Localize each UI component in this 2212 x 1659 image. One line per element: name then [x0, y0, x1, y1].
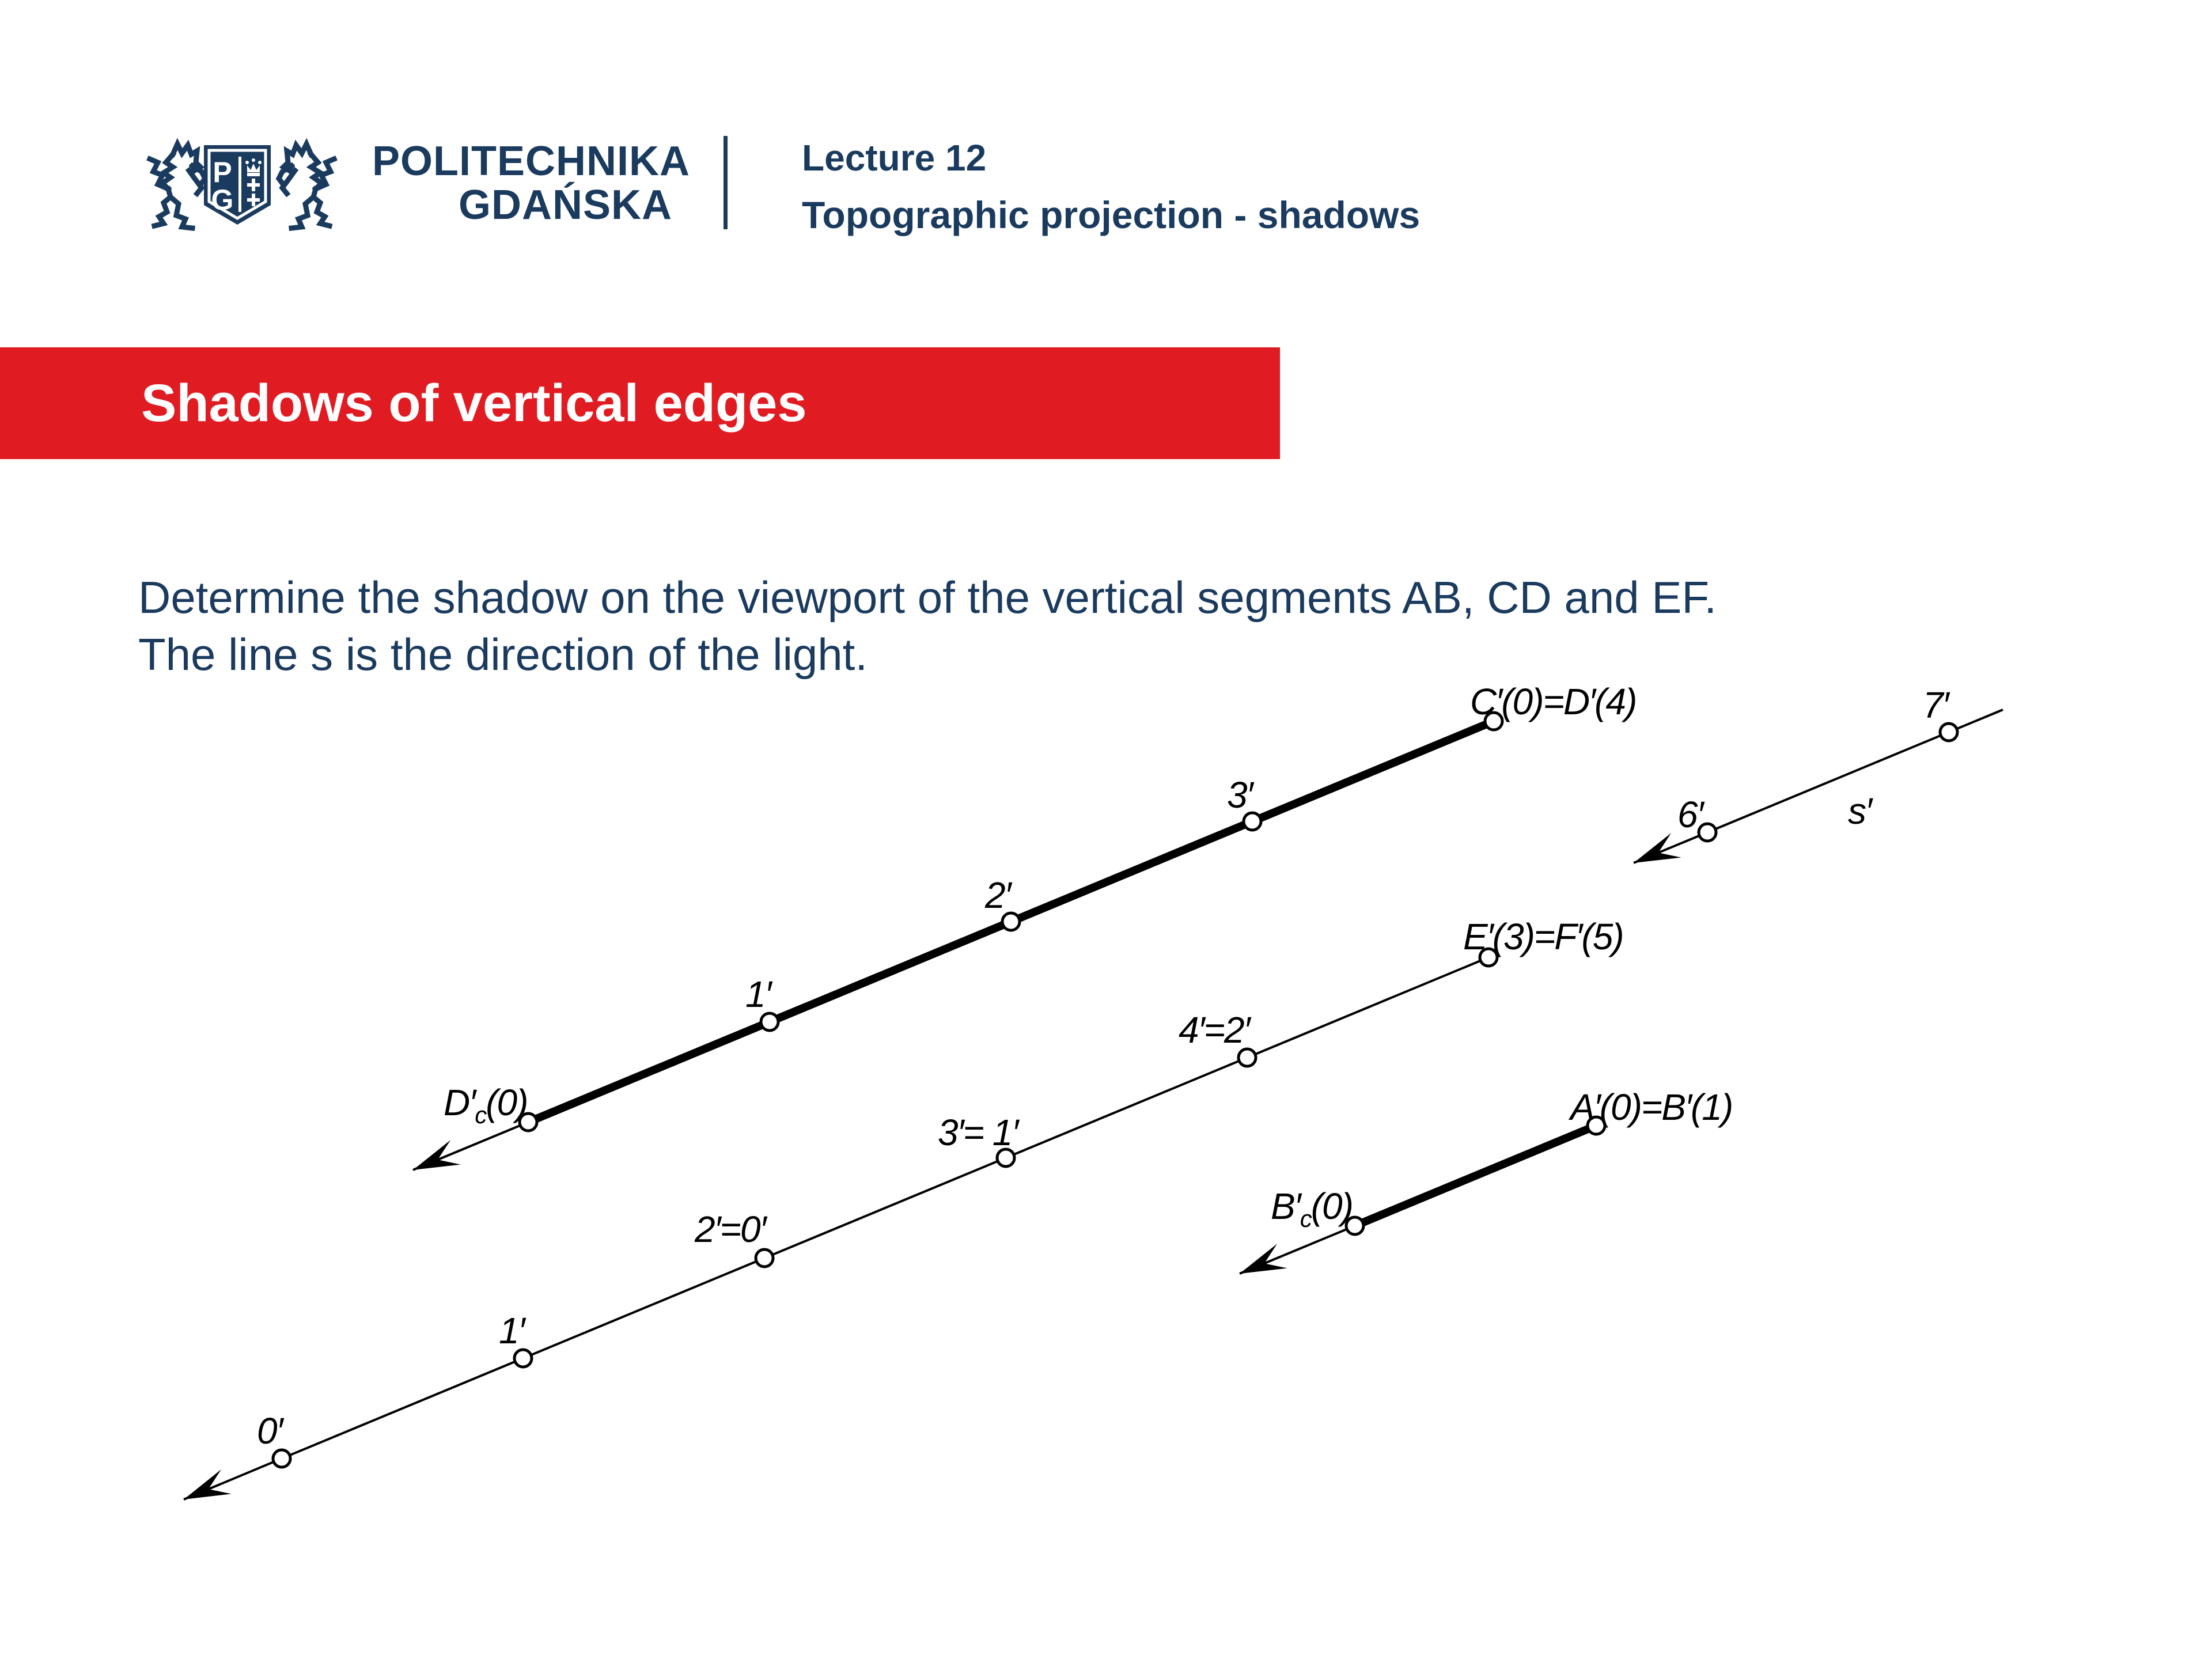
label-bc-0: $B'_c(0)$	[1271, 1185, 1353, 1232]
university-name-line1: POLITECHNIKA	[372, 138, 690, 184]
label-7: 7′	[1923, 684, 1948, 726]
label-s: s′	[1848, 790, 1871, 832]
label-shadow-4-2: 4′=2′	[1179, 1009, 1249, 1051]
label-cd-3: 3′	[1227, 774, 1252, 816]
point-marker	[273, 1450, 290, 1467]
label-shadow-3-1: 3′= 1′	[938, 1112, 1018, 1153]
section-title: Shadows of vertical edges	[141, 373, 807, 433]
label-cd-1: 1′	[745, 974, 771, 1015]
line-ef-shadow-arrowhead-icon	[184, 1469, 232, 1499]
point-marker	[756, 1249, 773, 1267]
problem-line1: Determine the shadow on the viewport of the vertical segments AB, CD and EF.	[138, 572, 1717, 623]
label-shadow-1: 1′	[499, 1310, 524, 1351]
line-s-light-direction-arrowhead-icon	[1634, 833, 1681, 863]
point-marker	[1940, 724, 1957, 741]
label-6: 6′	[1677, 794, 1703, 835]
point-marker	[1238, 1049, 1256, 1066]
point-marker	[514, 1350, 532, 1367]
label-e3-f5: E′(3)=F′(5)	[1463, 916, 1623, 957]
line-cd-segment-arrowhead-icon	[413, 1140, 461, 1170]
label-cd-2: 2′	[985, 874, 1010, 916]
lecture-subtitle: Topographic projection - shadows	[802, 194, 1421, 236]
label-shadow-0: 0′	[257, 1410, 282, 1452]
label-c0-d4: C′(0)=D′(4)	[1470, 681, 1637, 722]
university-name-line2: GDAŃSKA	[459, 182, 673, 228]
label-a0-b1: A′(0)=B′(1)	[1570, 1086, 1733, 1128]
lecture-title: Lecture 12	[802, 137, 987, 179]
line-s-light-direction	[1707, 732, 1949, 832]
label-shadow-2-0: 2′=0′	[695, 1209, 766, 1250]
label-dc-0: $D'_c(0)$	[444, 1082, 528, 1128]
line-ab-segment-arrowhead-icon	[1240, 1244, 1287, 1274]
point-marker	[761, 1013, 778, 1031]
shield-letter-p: P	[213, 156, 232, 188]
shield-letter-g: G	[211, 184, 234, 216]
problem-line2: The line s is the direction of the light.	[138, 629, 868, 680]
line-ab-segment	[1355, 1126, 1596, 1226]
